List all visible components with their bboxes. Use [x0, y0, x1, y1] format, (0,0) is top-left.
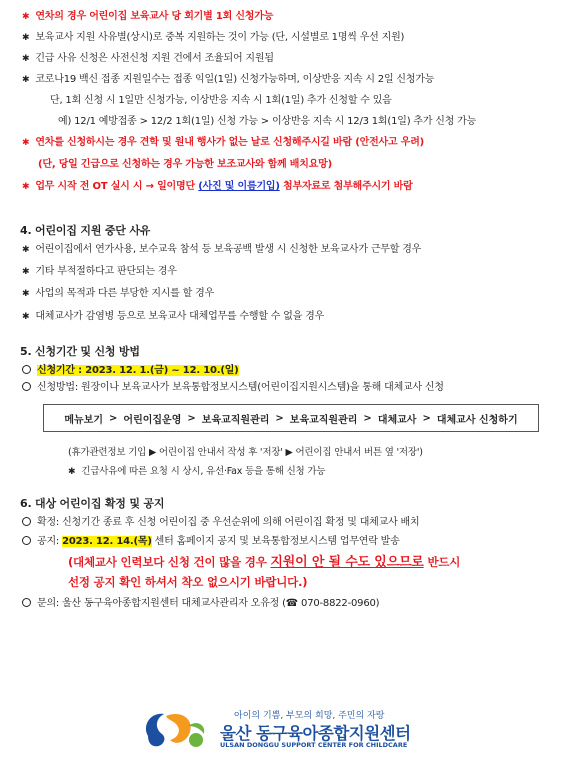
application-method: 신청방법: 원장이나 보육교사가 보육통합정보시스템(어린이집지원시스템)을 통해 대체교사 신청 [22, 381, 444, 395]
notice-date: 2023. 12. 14.(목) [62, 536, 152, 547]
menu-path-step: 대체교사 [377, 414, 417, 426]
asterisk-icon: ✱ [22, 75, 30, 85]
asterisk-icon: ✱ [22, 245, 30, 255]
asterisk-icon: ✱ [68, 467, 76, 477]
asterisk-icon: ✱ [22, 33, 30, 43]
logo-english-name: ULSAN DONGGU SUPPORT CENTER FOR CHILDCARE [220, 741, 408, 749]
menu-path-box [43, 404, 539, 432]
chevron-right-icon: > [109, 412, 118, 424]
menu-path-step: 보육교직원관리 [289, 414, 358, 426]
chevron-right-icon: > [422, 412, 431, 424]
section-5-title: 5. 신청기간 및 신청 방법 [20, 345, 140, 358]
circle-bullet-icon [22, 382, 31, 391]
chevron-right-icon: > [187, 412, 196, 424]
notice-text: 공지: 2023. 12. 14.(목) 센터 홈페이지 공지 및 보육통합정보시스템 업무연락 발송 [22, 535, 400, 549]
confirm-text: 확정: 신청기간 종료 후 신청 어린이집 중 우선순위에 의해 어린이집 확정 및 대체교사 배치 [22, 516, 419, 530]
menu-path-step: 메뉴보기 [64, 414, 104, 426]
asterisk-icon: ✱ [22, 312, 30, 322]
list-item: ✱ 사업의 목적과 다른 부당한 지시를 할 경우 [22, 288, 215, 299]
circle-bullet-icon [22, 536, 31, 545]
application-period: 신청기간 : 2023. 12. 1.(금) ~ 12. 10.(일) [22, 364, 239, 378]
notice-leave-date: ✱ 연차를 신청하시는 경우 견학 및 원내 행사가 없는 날로 신청해주시길 바람 (안전사고 우려) [22, 137, 425, 148]
photo-name-note: (사진 및 이름기입) [198, 181, 280, 192]
notice-ot: ✱ 업무 시작 전 OT 실시 시 → 일이명단 (사진 및 이름기입) 첨부자료로 첨부해주시기 바람 [22, 181, 413, 192]
method-note: (휴가관련정보 기입 ▶ 어린이집 안내서 작성 후 '저장' ▶ 어린이집 안내서 버튼 옆 '저장') [68, 447, 423, 458]
logo-name: 울산 동구육아종합지원센터 [220, 724, 411, 743]
menu-path-step: 대체교사 신청하기 [436, 414, 518, 426]
asterisk-icon: ✱ [22, 182, 30, 192]
asterisk-icon: ✱ [22, 54, 30, 64]
menu-path-step: 어린이집운영 [123, 414, 182, 426]
asterisk-icon: ✱ [22, 267, 30, 277]
asterisk-icon: ✱ [22, 138, 30, 148]
warning-line-2: 선정 공지 확인 하셔서 착오 없으시기 바랍니다.) [68, 575, 308, 589]
circle-bullet-icon [22, 598, 31, 607]
notice-vaccine: ✱ 코로나19 백신 접종 지원일수는 접종 익일(1일) 신청가능하며, 이상반응 지속 시 2일 신청가능 [22, 74, 435, 85]
logo-slogan: 아이의 기쁨, 부모의 희망, 주민의 자랑 [234, 711, 385, 721]
warning-line-1: (대체교사 인력보다 신청 건이 많을 경우 지원이 안 될 수도 있으므로 반드시 [68, 555, 461, 570]
notice-leave-emergency: (단, 당일 긴급으로 신청하는 경우 가능한 보조교사와 함께 배치요망) [38, 159, 333, 170]
emergency-note: ✱ 긴급사유에 따른 요청 시 상시, 유선·Fax 등을 통해 신청 가능 [68, 466, 326, 477]
menu-path-step: 보육교직원관리 [201, 414, 270, 426]
asterisk-icon: ✱ [22, 289, 30, 299]
chevron-right-icon: > [275, 412, 284, 424]
notice-annual-leave: ✱ 연차의 경우 어린이집 보육교사 당 회기별 1회 신청가능 [22, 11, 274, 22]
circle-bullet-icon [22, 365, 31, 374]
center-logo-mark-icon [140, 706, 220, 752]
notice-vaccine-detail: 단, 1회 신청 시 1일만 신청가능, 이상반응 지속 시 1회(1일) 추가 신청할 수 있음 [50, 95, 392, 106]
contact-text: 문의: 울산 동구육아종합지원센터 대체교사관리자 오유정 (☎ 070-8822-0960) [22, 597, 379, 611]
section-6-title: 6. 대상 어린이집 확정 및 공지 [20, 497, 165, 510]
circle-bullet-icon [22, 517, 31, 526]
list-item: ✱ 대체교사가 감염병 등으로 보육교사 대체업무를 수행할 수 없을 경우 [22, 311, 325, 322]
list-item: ✱ 기타 부적절하다고 판단되는 경우 [22, 266, 177, 277]
asterisk-icon: ✱ [22, 12, 30, 22]
notice-duplicate-support: ✱ 보육교사 지원 사유별(상시)로 중복 지원하는 것이 가능 (단, 시설별로 1명씩 우선 지원) [22, 32, 405, 43]
list-item: ✱ 어린이집에서 연가사용, 보수교육 참석 등 보육공백 발생 시 신청한 보육교사가 근무할 경우 [22, 244, 422, 255]
section-4-title: 4. 어린이집 지원 중단 사유 [20, 224, 151, 237]
chevron-right-icon: > [363, 412, 372, 424]
notice-emergency: ✱ 긴급 사유 신청은 사전신청 지원 건에서 조율되어 지원됨 [22, 53, 274, 64]
notice-vaccine-example: 예) 12/1 예방접종 > 12/2 1회(1일) 신청 가능 > 이상반응 지속 시 12/3 1회(1일) 추가 신청 가능 [58, 116, 477, 127]
center-logo [140, 706, 450, 752]
